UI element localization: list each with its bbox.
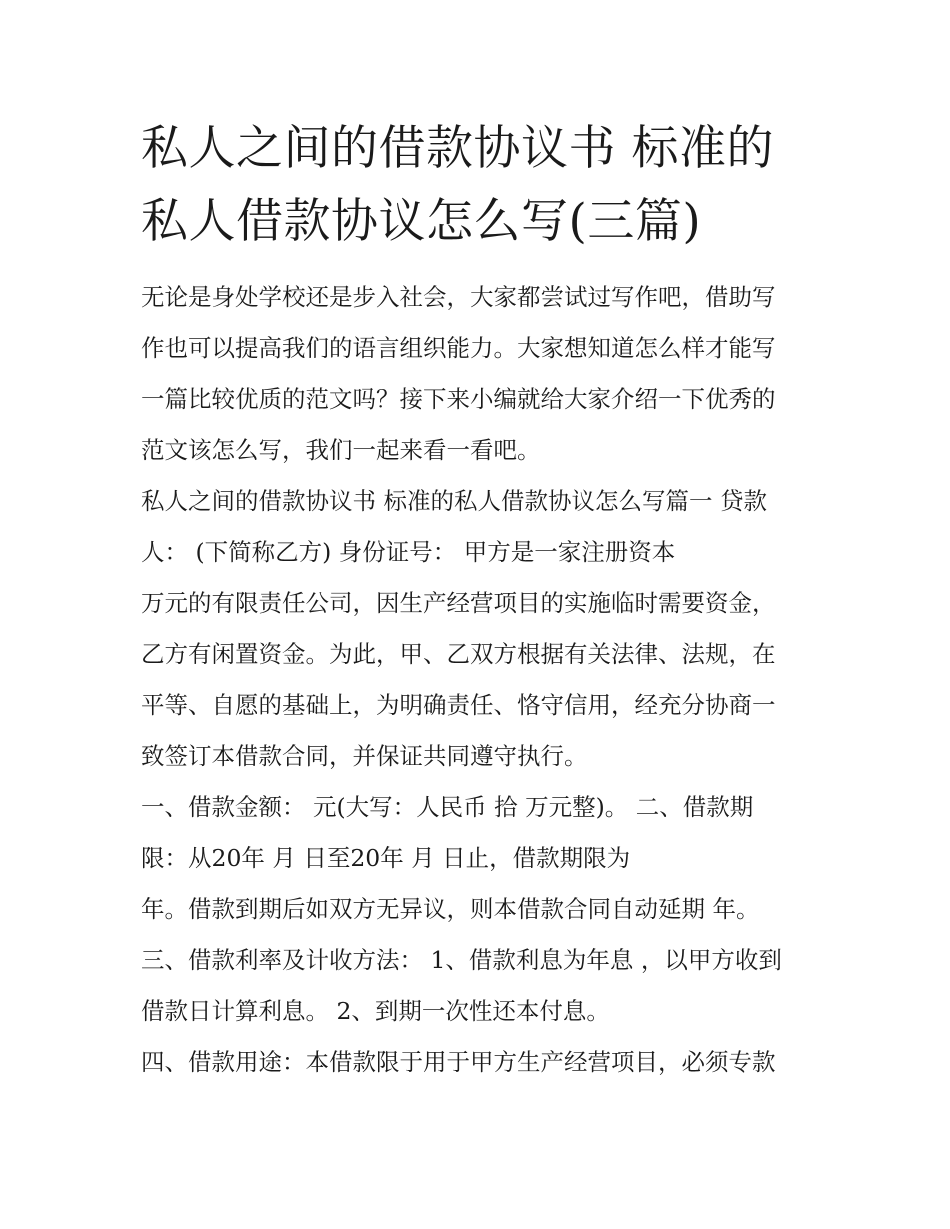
body-line-7: 万元的有限责任公司，因生产经营项目的实施临时需要资金， (141, 589, 776, 617)
title-line-2: 私人借款协议怎么写(三篇) (141, 194, 702, 249)
body-line-8: 乙方有闲置资金。为此，甲、乙双方根据有关法律、法规，在 (141, 640, 776, 668)
body-line-10: 致签订本借款合同，并保证共同遵守执行。 (141, 742, 588, 770)
body-line-4: 范文该怎么写，我们一起来看一看吧。 (141, 436, 541, 464)
document-body (141, 272, 821, 1088)
body-line-16: 四、借款用途：本借款限于用于甲方生产经营项目，必须专款 (141, 1048, 776, 1076)
body-line-5: 私人之间的借款协议书 标准的私人借款协议怎么写篇一 贷款 (141, 487, 767, 515)
document-title (141, 112, 821, 258)
document-page (141, 112, 821, 1088)
title-line-1: 私人之间的借款协议书 标准的 (141, 121, 774, 176)
body-line-1: 无论是身处学校还是步入社会，大家都尝试过写作吧，借助写 (141, 283, 776, 311)
body-line-3: 一篇比较优质的范文吗？接下来小编就给大家介绍一下优秀的 (141, 385, 776, 413)
body-line-15: 借款日计算利息。 2、到期一次性还本付息。 (141, 997, 610, 1025)
body-line-12: 限：从20年 月 日至20年 月 日止，借款期限为 (141, 844, 631, 872)
body-line-2: 作也可以提高我们的语言组织能力。大家想知道怎么样才能写 (141, 334, 776, 362)
body-line-6: 人： (下简称乙方) 身份证号： 甲方是一家注册资本 (141, 538, 676, 566)
body-line-9: 平等、自愿的基础上，为明确责任、恪守信用，经充分协商一 (141, 691, 776, 719)
body-line-11: 一、借款金额： 元(大写：人民币 拾 万元整)。 二、借款期 (141, 793, 754, 821)
body-line-13: 年。借款到期后如双方无异议，则本借款合同自动延期 年。 (141, 895, 760, 923)
body-line-14: 三、借款利率及计收方法： 1、借款利息为年息 ，以甲方收到 (141, 946, 782, 974)
